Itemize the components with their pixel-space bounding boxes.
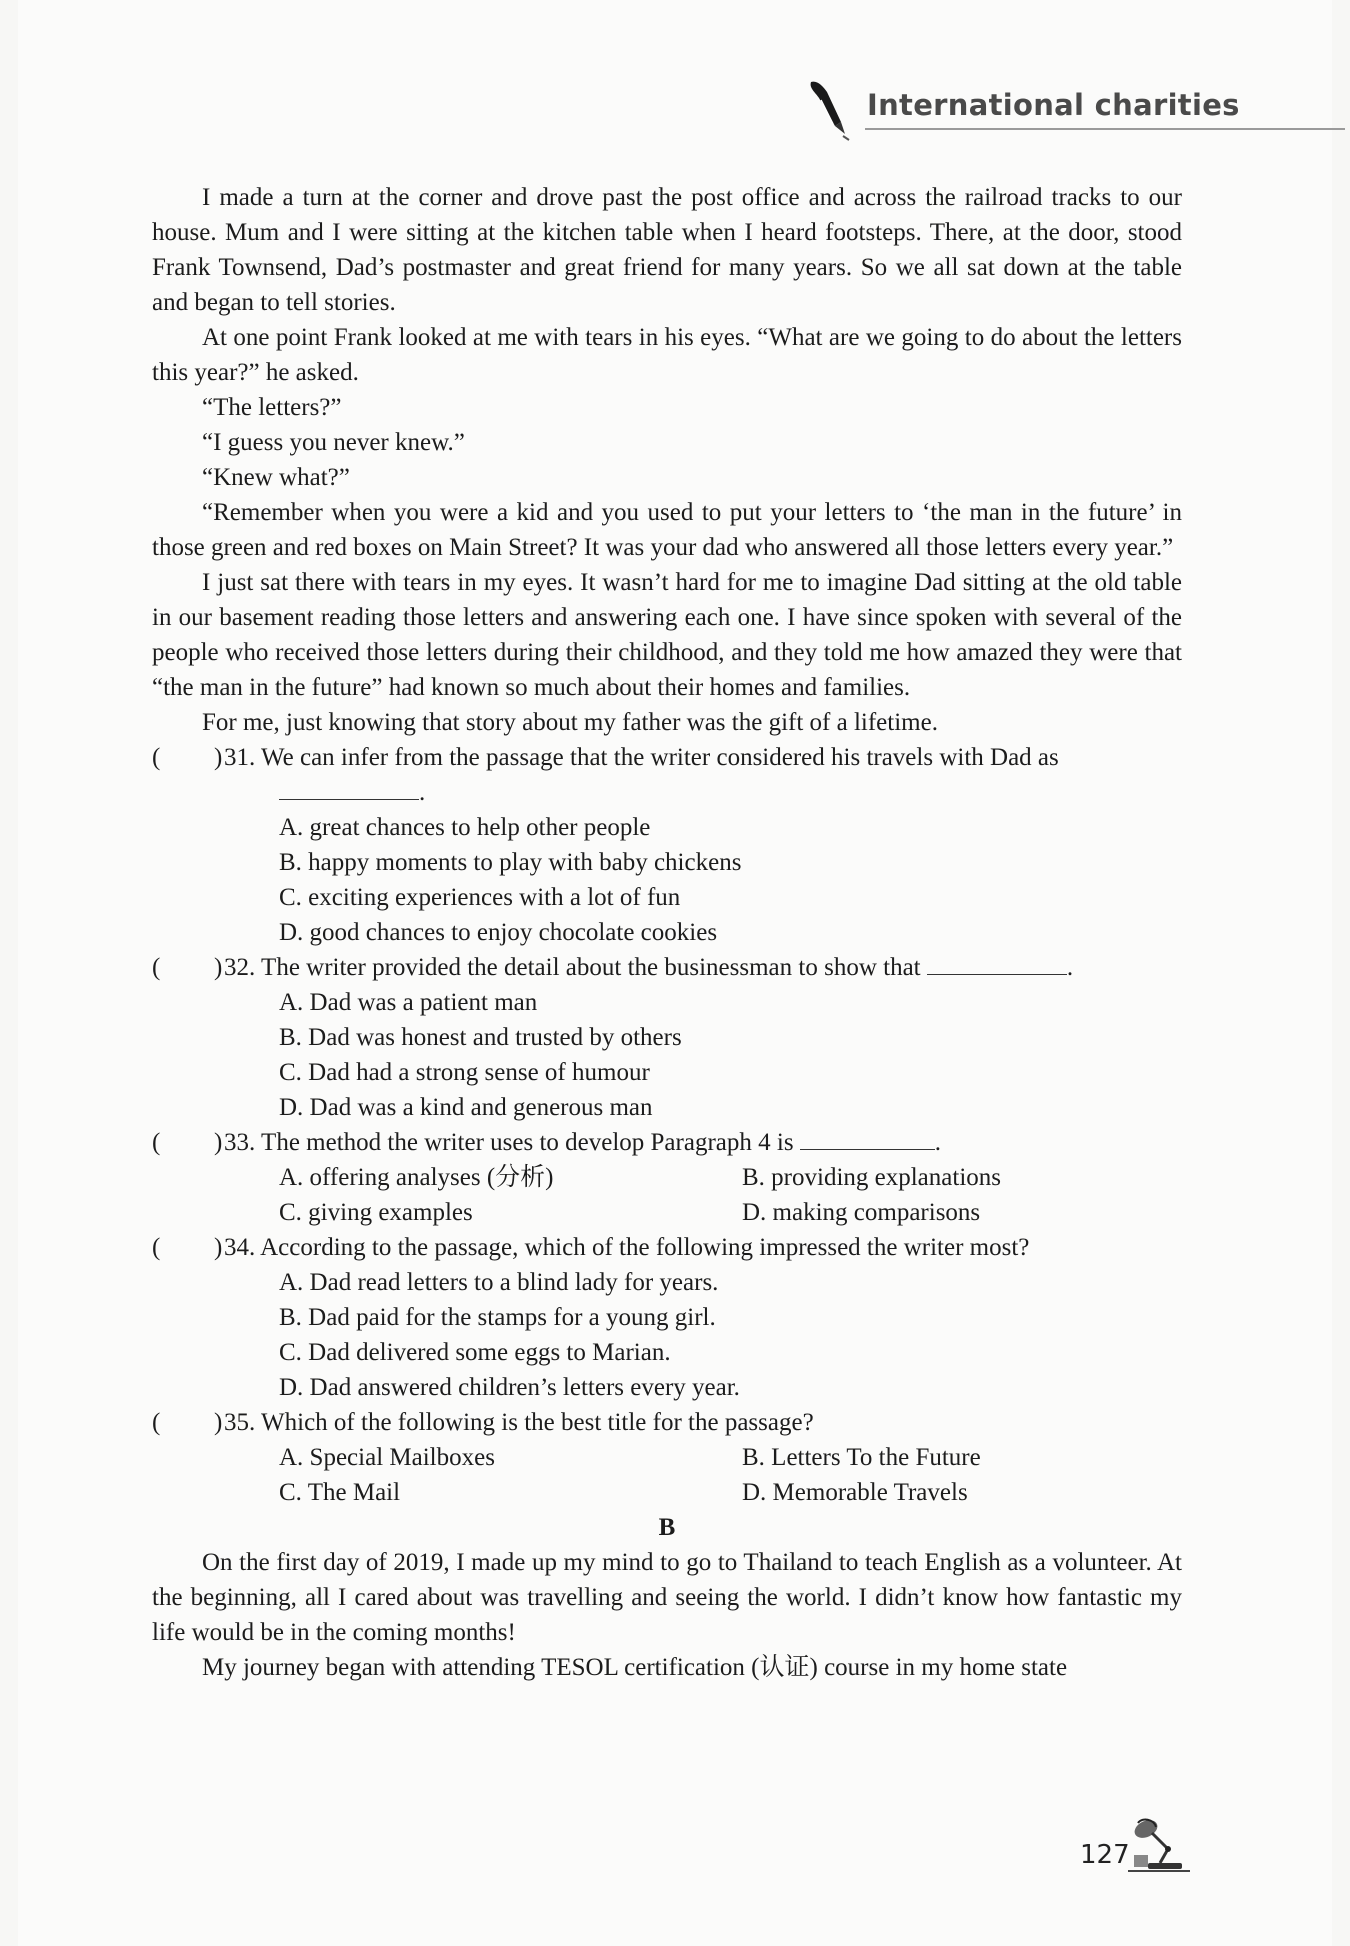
section-heading-b: B — [658, 1514, 676, 1541]
desk-lamp-icon — [1128, 1815, 1190, 1875]
answer-blank — [800, 1127, 935, 1150]
option-c: C. giving examples — [279, 1199, 473, 1226]
option-c: C. Dad delivered some eggs to Marian. — [279, 1339, 671, 1366]
page-header — [805, 78, 1345, 138]
option-b: B. Dad paid for the stamps for a young girl. — [279, 1304, 716, 1331]
blank-period: . — [934, 1129, 942, 1156]
option-d: D. making comparisons — [742, 1199, 981, 1226]
question-31 — [152, 740, 1182, 775]
question-stem: 32. The writer provided the detail about the businessman to show that — [224, 954, 921, 981]
option-b: B. Dad was honest and trusted by others — [279, 1024, 682, 1051]
answer-bracket-close: ) — [214, 954, 223, 981]
question-stem: 33. The method the writer uses to develop Paragraph 4 is — [224, 1129, 794, 1156]
option-c: C. Dad had a strong sense of humour — [279, 1059, 650, 1086]
option-a: A. Special Mailboxes — [279, 1444, 495, 1471]
answer-bracket-open: ( — [152, 1409, 161, 1436]
paragraph: “I guess you never knew.” — [202, 429, 465, 456]
paragraph: “Knew what?” — [202, 464, 350, 491]
answer-bracket-close: ) — [214, 1129, 223, 1156]
option-b: B. happy moments to play with baby chickens — [279, 849, 742, 876]
answer-bracket-close: ) — [214, 1234, 223, 1261]
blank-period: . — [419, 779, 426, 806]
option-c: C. The Mail — [279, 1479, 401, 1506]
option-c: C. exciting experiences with a lot of fun — [279, 884, 681, 911]
option-a: A. great chances to help other people — [279, 814, 651, 841]
answer-bracket-open: ( — [152, 744, 161, 771]
answer-blank — [279, 777, 419, 800]
answer-blank — [927, 952, 1067, 975]
answer-bracket-open: ( — [152, 1129, 161, 1156]
answer-bracket-open: ( — [152, 1234, 161, 1261]
question-32 — [152, 950, 1182, 985]
option-d: D. good chances to enjoy chocolate cookies — [279, 919, 718, 946]
page-number: 127 — [1080, 1840, 1130, 1870]
paragraph: For me, just knowing that story about my father was the gift of a lifetime. — [202, 709, 938, 736]
paragraph: I just sat there with tears in my eyes. It wasn’t hard for me to imagine Dad sitting at the old table in our basement reading those letters and answering each one. I have since spoken with several of the people who received those letters during their childhood, and they told me how amazed they were that “the man in the future” had known so much about their homes and families. — [152, 569, 1182, 701]
answer-bracket-close: ) — [214, 744, 223, 771]
answer-blank-row — [152, 775, 1182, 810]
paragraph: At one point Frank looked at me with tears in his eyes. “What are we going to do about the letters this year?” he asked. — [152, 324, 1182, 386]
option-d: D. Dad was a kind and generous man — [279, 1094, 653, 1121]
question-33 — [152, 1125, 1182, 1160]
pen-icon — [805, 78, 855, 144]
paragraph: “The letters?” — [202, 394, 342, 421]
answer-bracket-open: ( — [152, 954, 161, 981]
paragraph: My journey began with attending TESOL certification (认证) course in my home state — [202, 1654, 1068, 1681]
question-34 — [152, 1230, 1182, 1265]
option-b: B. providing explanations — [742, 1164, 1001, 1191]
option-a: A. Dad read letters to a blind lady for years. — [279, 1269, 719, 1296]
question-35 — [152, 1405, 1182, 1440]
paragraph: I made a turn at the corner and drove past the post office and across the railroad tracks to our house. Mum and I were sitting at the kitchen table when I heard footsteps. There, at the door, stood Frank Townsend, Dad’s postmaster and great friend for many years. So we all sat down at the table and began to tell stories. — [152, 184, 1182, 316]
option-d: D. Dad answered children’s letters every year. — [279, 1374, 740, 1401]
question-stem: 31. We can infer from the passage that the writer considered his travels with Dad as — [224, 744, 1059, 771]
header-title: International charities — [867, 88, 1240, 122]
header-rule — [865, 128, 1345, 130]
passage-a-continued — [152, 180, 1182, 1685]
paragraph: “Remember when you were a kid and you used to put your letters to ‘the man in the future’ in those green and red boxes on Main Street? It was your dad who answered all those letters every year.” — [152, 499, 1182, 561]
option-a: A. offering analyses (分析) — [279, 1164, 554, 1191]
answer-bracket-close: ) — [214, 1409, 223, 1436]
option-d: D. Memorable Travels — [742, 1479, 968, 1506]
option-b: B. Letters To the Future — [742, 1444, 981, 1471]
option-a: A. Dad was a patient man — [279, 989, 538, 1016]
question-stem: 35. Which of the following is the best title for the passage? — [224, 1409, 814, 1436]
blank-period: . — [1066, 954, 1074, 981]
paragraph: On the first day of 2019, I made up my mind to go to Thailand to teach English as a volunteer. At the beginning, all I cared about was travelling and seeing the world. I didn’t know how fantastic my life would be in the coming months! — [152, 1549, 1182, 1646]
question-stem: 34. According to the passage, which of the following impressed the writer most? — [224, 1234, 1030, 1261]
